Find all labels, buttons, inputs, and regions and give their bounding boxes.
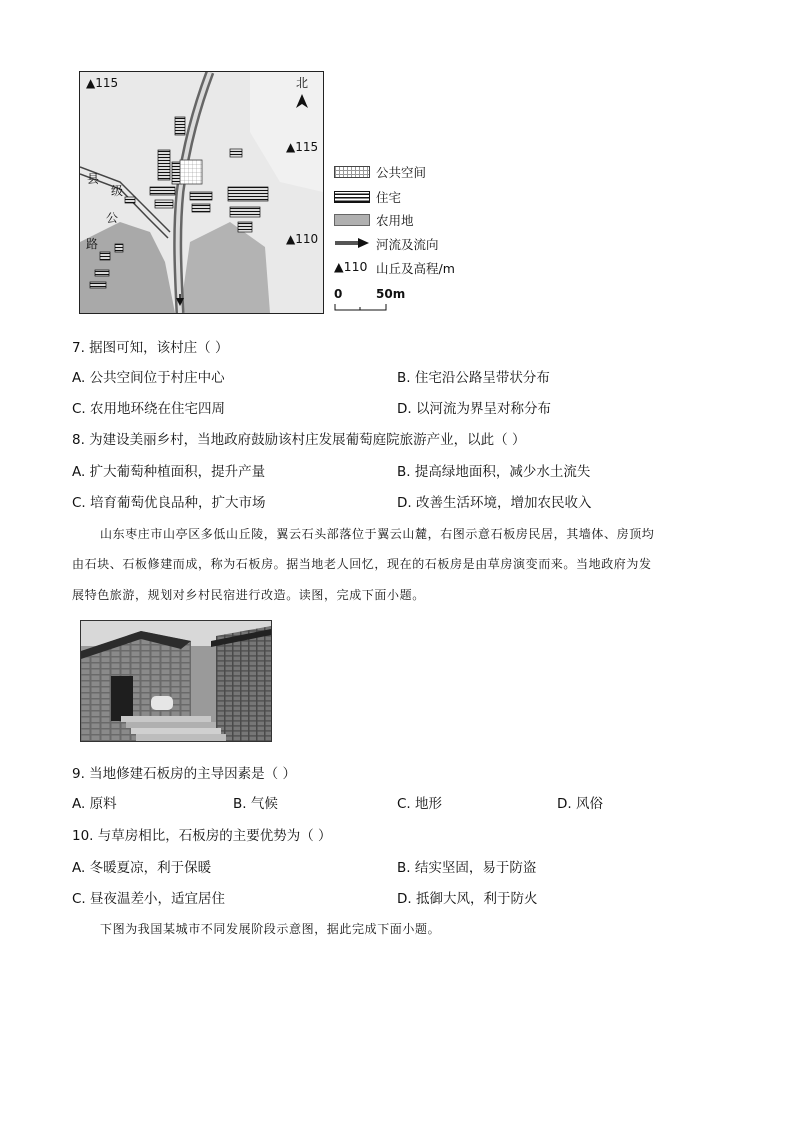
option-d: D. 以河流为界呈对称分布 xyxy=(397,401,551,417)
legend-label: 公共空间 xyxy=(376,165,427,180)
legend-residence-swatch xyxy=(334,191,370,203)
option-c: C. 农用地环绕在住宅四周 xyxy=(72,401,226,417)
question-stem: 9. 当地修建石板房的主导因素是（ ） xyxy=(72,766,296,782)
north-label: 北 xyxy=(296,76,309,90)
road-label-char: 路 xyxy=(86,237,99,251)
scale-value: 50m xyxy=(376,287,406,301)
passage-line: 山东枣庄市山亭区多低山丘陵，翼云石头部落位于翼云山麓，右图示意石板房民居，其墙体、房顶均 xyxy=(100,527,655,541)
peak-label: ▲110 xyxy=(286,232,319,246)
next-section-intro: 下图为我国某城市不同发展阶段示意图，据此完成下面小题。 xyxy=(100,922,441,936)
option-a: A. 公共空间位于村庄中心 xyxy=(72,370,225,386)
village-map xyxy=(79,71,324,314)
legend-public-space-swatch xyxy=(334,166,370,178)
legend-farmland-swatch xyxy=(334,214,370,226)
option-c: C. 昼夜温差小，适宜居住 xyxy=(72,891,226,907)
passage-line: 展特色旅游，规划对乡村民宿进行改造。读图，完成下面小题。 xyxy=(72,588,425,602)
legend-label: 农用地 xyxy=(376,213,414,228)
map-legend xyxy=(334,160,534,320)
option-c: C. 培育葡萄优良品种，扩大市场 xyxy=(72,495,266,511)
option-a: A. 冬暖夏凉，利于保暖 xyxy=(72,860,212,876)
road-label-char: 级 xyxy=(111,184,124,198)
legend-river-arrow-icon xyxy=(334,237,370,249)
legend-hill-symbol: ▲110 xyxy=(334,259,368,274)
farmland-area xyxy=(180,222,270,313)
option-b: B. 住宅沿公路呈带状分布 xyxy=(397,370,550,386)
scale-zero: 0 xyxy=(334,287,343,301)
option-b: B. 结实坚固，易于防盗 xyxy=(397,860,537,876)
option-d: D. 风俗 xyxy=(557,796,603,812)
option-b: B. 提高绿地面积，减少水土流失 xyxy=(397,464,591,480)
public-space xyxy=(180,160,202,184)
option-d: D. 改善生活环境，增加农民收入 xyxy=(397,495,592,511)
option-b: B. 气候 xyxy=(233,796,278,812)
question-stem: 7. 据图可知，该村庄（ ） xyxy=(72,340,229,356)
legend-label: 河流及流向 xyxy=(376,237,439,252)
legend-label: 山丘及高程/m xyxy=(376,261,455,276)
peak-label: ▲115 xyxy=(286,140,319,154)
passage-line: 由石块、石板修建而成，称为石板房。据当地老人回忆，现在的石板房是由草房演变而来。当地政府为发 xyxy=(72,557,652,571)
question-stem: 10. 与草房相比，石板房的主要优势为（ ） xyxy=(72,828,332,844)
road-label-char: 县 xyxy=(87,172,100,186)
stone-house-photo xyxy=(80,620,272,742)
option-d: D. 抵御大风，利于防火 xyxy=(397,891,538,907)
question-stem: 8. 为建设美丽乡村，当地政府鼓励该村庄发展葡萄庭院旅游产业，以此（ ） xyxy=(72,432,526,448)
legend-label: 住宅 xyxy=(376,190,402,205)
option-a: A. 原料 xyxy=(72,796,117,812)
option-c: C. 地形 xyxy=(397,796,443,812)
scale-bar xyxy=(334,303,390,313)
farmland-area xyxy=(250,72,323,192)
peak-label: ▲115 xyxy=(86,76,119,90)
road-label-char: 公 xyxy=(106,211,119,225)
option-a: A. 扩大葡萄种植面积，提升产量 xyxy=(72,464,266,480)
